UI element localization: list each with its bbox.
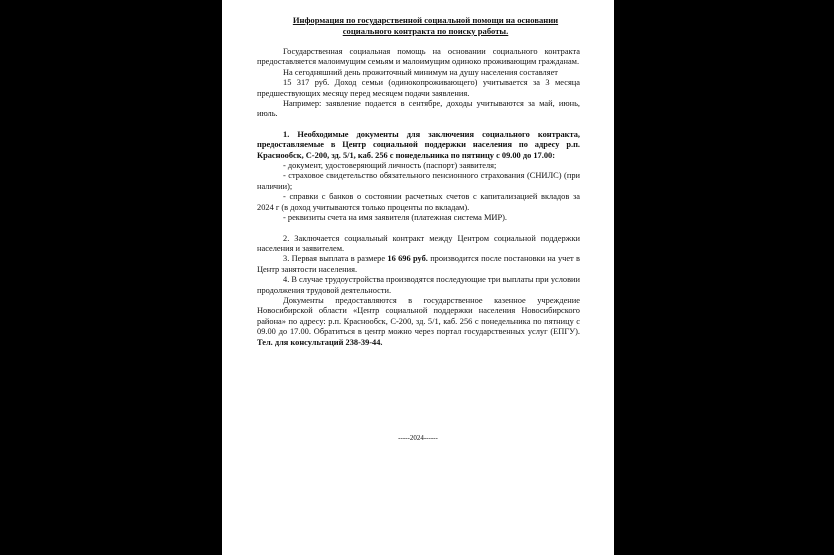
section-3-before: 3. Первая выплата в размере [283,254,388,264]
intro-paragraph-2: На сегодняшний день прожиточный минимум на душу населения составляет [283,67,558,77]
section-3-after: производится после постановки на учет в Центр занятости населения. [257,254,580,274]
first-payment-amount: 16 696 руб. [387,254,428,264]
title-line-1: Информация по государственной социальной помощи на основании [292,15,559,25]
section-1-heading: 1. Необходимые документы для заключения социального контракта, предоставляемые в Центр социальной поддержки населения по адресу р.п. Краснообск, С-200, зд. 5/1, каб. 256 с понедельника по пятницу с 09.00 до 17.00: [257,129,580,160]
closing-paragraph [257,296,580,348]
closing-text: Документы предоставляются в государственное казенное учреждение Новосибирской области «Центр социальной поддержки населения Новосибирского района» по адресу: р.п. Краснообск, С-200, зд. 5/1, каб. 256 с понедельника по пятницу с 09.00 до 17.00. Обратиться в центр можно через портал государственных услуг (ЕПГУ). [257,295,580,337]
doc-list-item-4: - реквизиты счета на имя заявителя (платежная система МИР). [283,213,507,223]
intro-paragraph-3: 15 317 руб. Доход семьи (одинокопроживающего) учитывается за 3 месяца предшествующих месяцу перед месяцем подачи заявления. [257,78,580,98]
document-footer: -----2024------ [398,434,438,442]
doc-list-item-1: - документ, удостоверяющий личность (паспорт) заявителя; [283,161,497,171]
doc-list-item-3: - справки с банков о состоянии расчетных счетов с капитализацией вкладов за 2024 г (в доход учитываются только проценты по вкладам). [257,192,580,212]
intro-paragraph-4: Например: заявление подается в сентябре, доходы учитываются за май, июнь, июль. [257,99,580,119]
intro-paragraph-1: Государственная социальная помощь на основании социального контракта предоставляется малоимущим семьям и малоимущим одиноко проживающим гражданам. [257,47,580,67]
section-3-text [257,254,580,275]
section-4-text: 4. В случае трудоустройства производятся последующие три выплаты при условии продолжения трудовой деятельности. [257,275,581,295]
document-page [222,0,614,555]
section-2-text: 2. Заключается социальный контракт между Центром социальной поддержки населения и заявителем. [257,233,580,253]
consultation-phone: Тел. для консультаций 238-39-44. [257,337,383,347]
document-title [257,15,580,37]
doc-list-item-2: - страховое свидетельство обязательного пенсионного страхования (СНИЛС) (при наличии); [257,171,580,191]
title-line-2: социального контракта по поиску работы. [342,26,509,36]
